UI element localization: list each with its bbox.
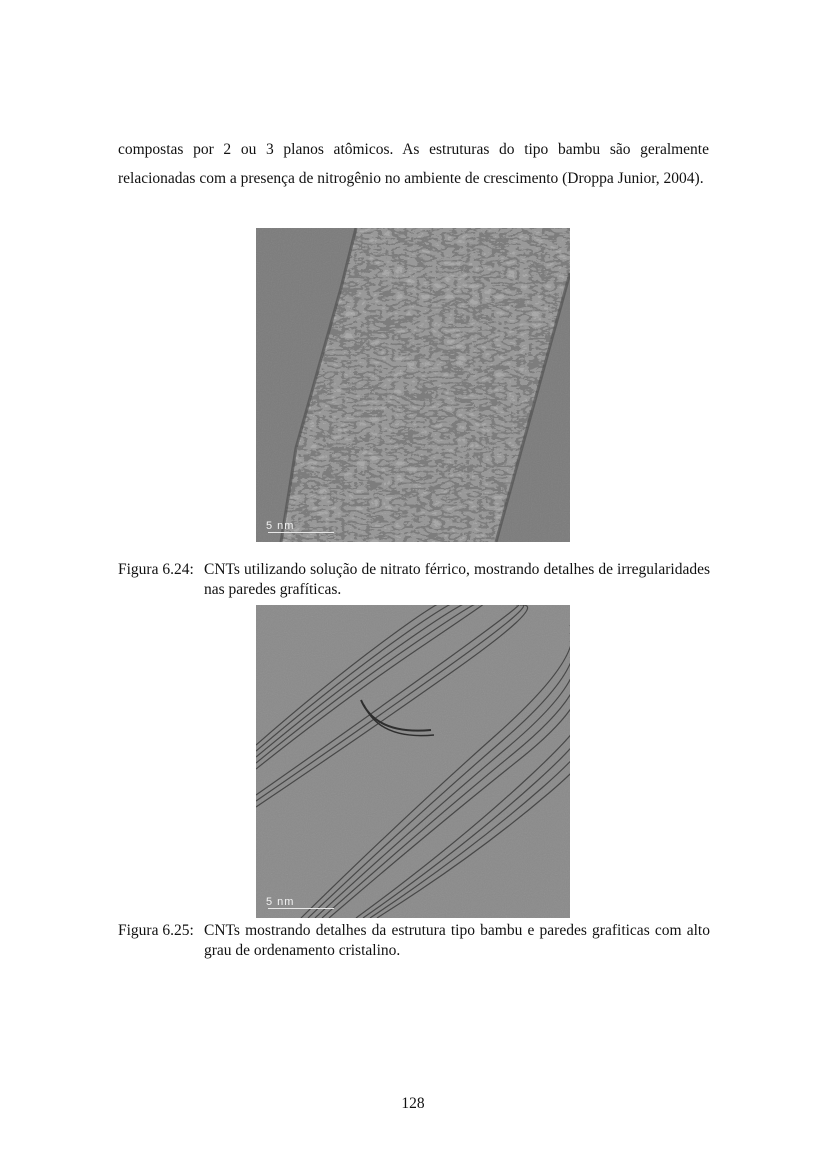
scale-bar bbox=[268, 908, 334, 909]
figure-6-24-image bbox=[256, 228, 570, 542]
caption-text: CNTs utilizando solução de nitrato férrico, mostrando detalhes de irregularidades nas paredes grafíticas. bbox=[204, 561, 710, 598]
caption-text: CNTs mostrando detalhes da estrutura tipo bambu e paredes grafiticas com alto grau de ordenamento cristalino. bbox=[204, 922, 710, 959]
figure-6-25-caption bbox=[118, 921, 710, 961]
scale-bar-label: 5 nm bbox=[266, 896, 295, 908]
tem-micrograph-irregular-walls bbox=[256, 228, 570, 542]
caption-label: Figura 6.24: bbox=[118, 561, 194, 578]
figure-6-25-image bbox=[256, 605, 570, 918]
body-paragraph: compostas por 2 ou 3 planos atômicos. As estruturas do tipo bambu são geralmente relacionadas com a presença de nitrogênio no ambiente de crescimento (Droppa Junior, 2004). bbox=[118, 141, 709, 187]
scale-bar-label: 5 nm bbox=[266, 520, 295, 532]
scale-bar bbox=[268, 532, 334, 533]
figure-6-24-caption bbox=[118, 560, 710, 600]
caption-label: Figura 6.25: bbox=[118, 922, 194, 939]
tem-micrograph-bamboo-structure bbox=[256, 605, 570, 918]
page-number: 128 bbox=[401, 1095, 425, 1112]
